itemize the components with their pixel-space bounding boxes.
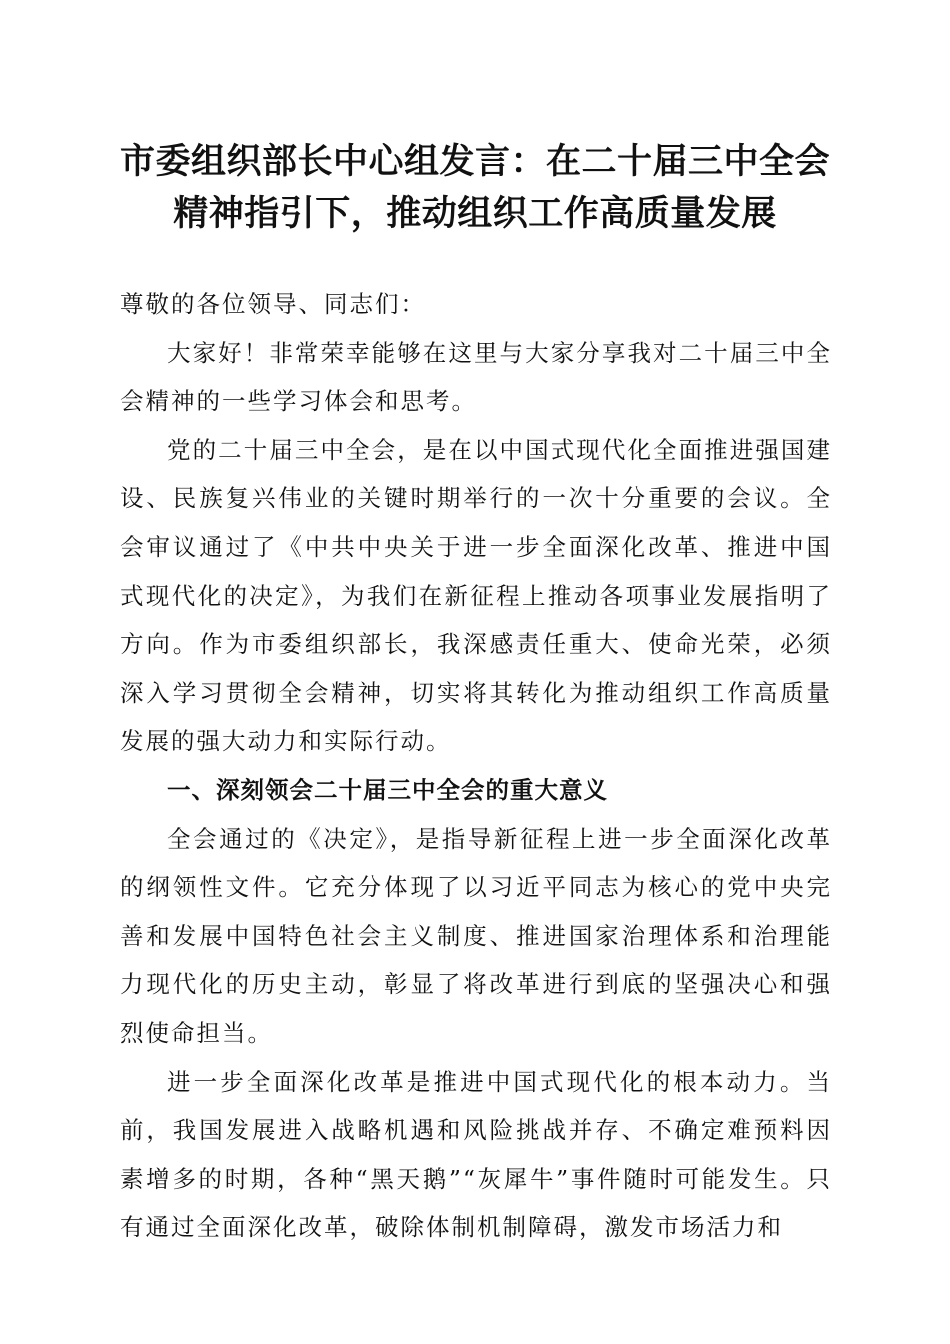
section-heading-1: 一、深刻领会二十届三中全会的重大意义	[167, 775, 608, 804]
document-title	[100, 136, 850, 240]
paragraph-plenum-intro: 党的二十届三中全会，是在以中国式现代化全面推进强国建设、民族复兴伟业的关键时期举行的一次十分重要的会议。全会审议通过了《中共中央关于进一步全面深化改革、推进中国式现代化的决定》，为我们在新征程上推动各项事业发展指明了方向。作为市委组织部长，我深感责任重大、使命光荣，必须深入学习贯彻全会精神，切实将其转化为推动组织工作高质量发展的强大动力和实际行动。	[120, 435, 832, 756]
paragraph-decision-significance: 全会通过的《决定》，是指导新征程上进一步全面深化改革的纲领性文件。它充分体现了以习近平同志为核心的党中央完善和发展中国特色社会主义制度、推进国家治理体系和治理能力现代化的历史主动，彰显了将改革进行到底的坚强决心和强烈使命担当。	[120, 824, 832, 1047]
salutation: 尊敬的各位领导、同志们：	[120, 290, 426, 318]
document-body	[120, 280, 832, 1252]
paragraph-greeting: 大家好！非常荣幸能够在这里与大家分享我对二十届三中全会精神的一些学习体会和思考。	[120, 338, 832, 416]
title-line-1: 市委组织部长中心组发言：在二十届三中全会	[119, 141, 830, 182]
title-line-2: 精神指引下，推动组织工作高质量发展	[173, 193, 777, 234]
paragraph-reform-driving-force: 进一步全面深化改革是推进中国式现代化的根本动力。当前，我国发展进入战略机遇和风险挑战并存、不确定难预料因素增多的时期，各种“黑天鹅”“灰犀牛”事件随时可能发生。只有通过全面深化改革，破除体制机制障碍，激发市场活力和	[120, 1067, 832, 1242]
